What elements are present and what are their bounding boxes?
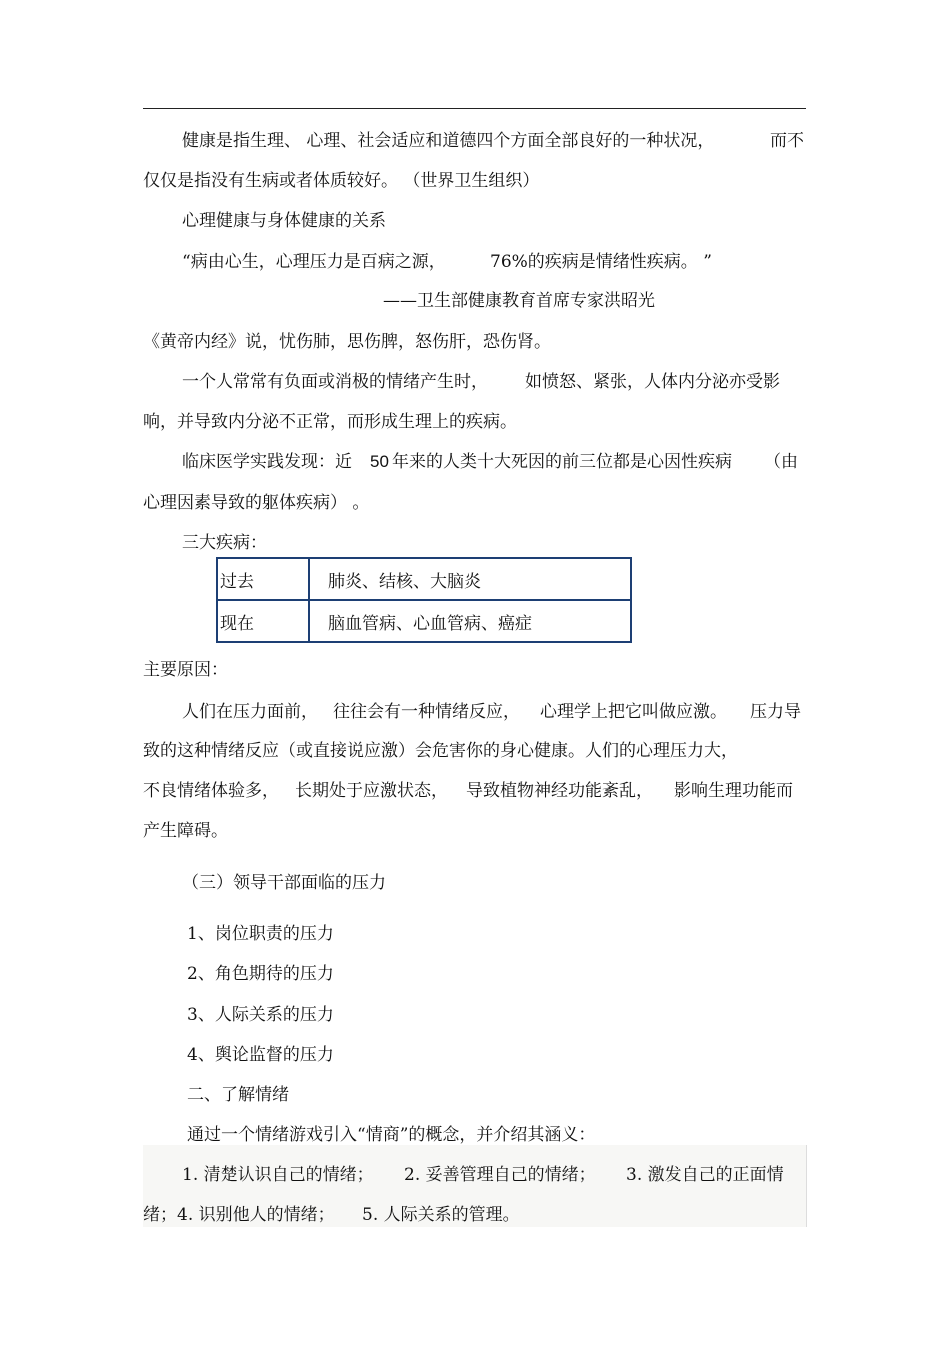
text-line: 不良情绪体验多，: [143, 781, 279, 801]
text-line: 致的这种情绪反应（或直接说应激）会危害你的身心健康。人们的心理压力大，: [143, 741, 738, 761]
text-line: 而不: [770, 131, 804, 151]
text-line: 影响生理功能而: [674, 781, 793, 801]
list-item: 4、舆论监督的压力: [187, 1045, 334, 1065]
section-heading: （三）领导干部面临的压力: [182, 873, 386, 893]
text-line: 心理因素导致的躯体疾病） 。: [143, 493, 370, 513]
text-line: （由: [764, 452, 798, 472]
text-line: 心理学上把它叫做应激。: [540, 702, 727, 722]
diseases-table: [216, 557, 632, 643]
text-line: 1. 清楚认识自己的情绪；: [182, 1165, 374, 1185]
text-line: 主要原因：: [143, 660, 228, 680]
header-rule: [143, 108, 806, 109]
text-line: 通过一个情绪游戏引入“情商”的概念，并介绍其涵义：: [187, 1125, 596, 1145]
quote-attribution: ——卫生部健康教育首席专家洪昭光: [383, 291, 655, 311]
text-line: 绪；4. 识别他人的情绪；: [143, 1205, 335, 1225]
text-line: 往往会有一种情绪反应，: [333, 702, 520, 722]
table-cell-diseases: 脑血管病、心血管病、癌症: [309, 600, 631, 642]
text-line: 《黄帝内经》说，忧伤肺，思伤脾，怒伤肝，恐伤肾。: [143, 332, 551, 352]
text-line: 5. 人际关系的管理。: [362, 1205, 520, 1225]
quote-line: “病由心生，心理压力是百病之源，: [182, 252, 446, 272]
list-item: 2、角色期待的压力: [187, 964, 334, 984]
table-row: [217, 558, 631, 600]
table-cell-era: 现在: [217, 600, 309, 642]
text-line: 仅仅是指没有生病或者体质较好。 （世界卫生组织）: [143, 171, 540, 191]
text-line: 年来的人类十大死因的前三位都是心因性疾病: [392, 452, 732, 472]
section-heading: 二、了解情绪: [187, 1085, 289, 1105]
table-cell-diseases: 肺炎、结核、大脑炎: [309, 558, 631, 600]
text-line: 一个人常常有负面或消极的情绪产生时，: [182, 372, 488, 392]
text-line: 导致植物神经功能紊乱，: [466, 781, 653, 801]
text-number: 50: [370, 452, 389, 471]
text-line: 心理健康与身体健康的关系: [182, 211, 386, 231]
text-line: 压力导: [750, 702, 801, 722]
text-line: 响，并导致内分泌不正常，而形成生理上的疾病。: [143, 412, 517, 432]
list-item: 1、岗位职责的压力: [187, 924, 334, 944]
text-line: 3. 激发自己的正面情: [626, 1165, 784, 1185]
quote-line: 76%的疾病是情绪性疾病。 ”: [490, 252, 712, 272]
text-line: 临床医学实践发现：近: [182, 452, 352, 472]
table-cell-era: 过去: [217, 558, 309, 600]
text-line: 如愤怒、紧张，人体内分泌亦受影: [525, 372, 780, 392]
text-line: 三大疾病：: [182, 533, 267, 553]
text-line: 2. 妥善管理自己的情绪；: [404, 1165, 596, 1185]
text-line: 健康是指生理、 心理、社会适应和道德四个方面全部良好的一种状况，: [182, 131, 715, 151]
text-line: 产生障碍。: [143, 821, 228, 841]
text-line: 长期处于应激状态，: [295, 781, 448, 801]
table-row: [217, 600, 631, 642]
list-item: 3、人际关系的压力: [187, 1005, 334, 1025]
text-line: 人们在压力面前，: [182, 702, 318, 722]
